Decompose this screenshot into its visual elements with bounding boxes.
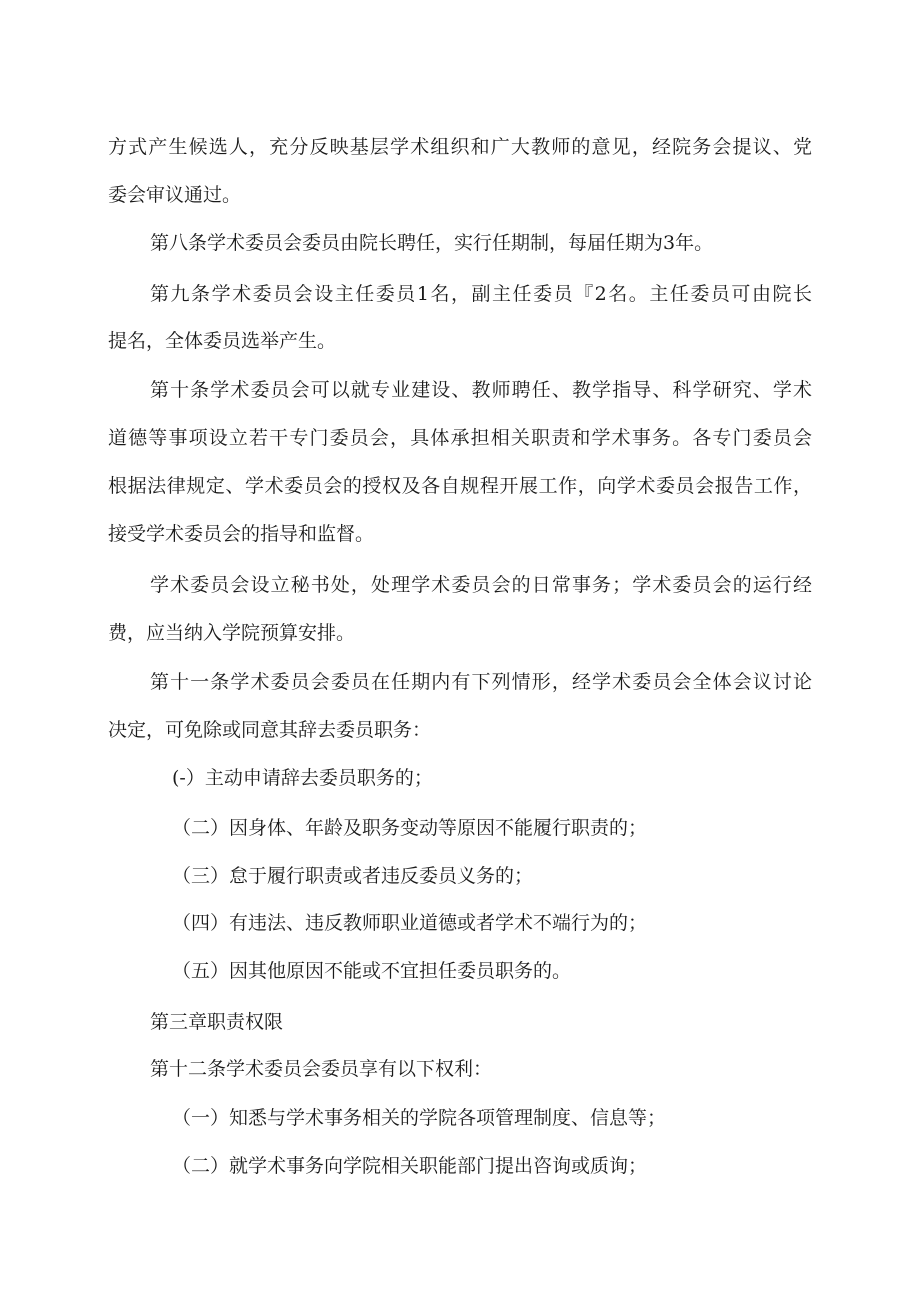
text-line: 根据法律规定、学术委员会的授权及各自规程开展工作，向学术委员会报告工作， <box>108 475 812 497</box>
text-line: 学术委员会设立秘书处，处理学术委员会的日常事务；学术委员会的运行经 <box>150 574 812 596</box>
text-line: （四）有违法、违反教师职业道德或者学术不端行为的； <box>172 912 648 934</box>
text-line: （一）知悉与学术事务相关的学院各项管理制度、信息等； <box>172 1107 667 1129</box>
text-line: 第八条学术委员会委员由院长聘任，实行任期制，每届任期为3年。 <box>150 232 714 254</box>
text-line: 第十条学术委员会可以就专业建设、教师聘任、教学指导、科学研究、学术 <box>150 379 812 401</box>
text-line: （五）因其他原因不能或不宜担任委员职务的。 <box>172 960 572 982</box>
text-line: （二）因身体、年龄及职务变动等原因不能履行职责的； <box>172 817 648 839</box>
text-line: (-）主动申请辞去委员职务的； <box>172 767 433 789</box>
text-line: 方式产生候选人，充分反映基层学术组织和广大教师的意见，经院务会提议、党 <box>108 136 812 158</box>
text-line: 第十一条学术委员会委员在任期内有下列情形，经学术委员会全体会议讨论 <box>150 671 812 693</box>
text-line: （三）怠于履行职责或者违反委员义务的； <box>172 865 534 887</box>
text-line: 道德等事项设立若干专门委员会，具体承担相关职责和学术事务。各专门委员会 <box>108 427 812 449</box>
text-line: 提名，全体委员选举产生。 <box>108 330 337 352</box>
text-line: 第三章职责权限 <box>150 1011 284 1033</box>
text-line: 第十二条学术委员会委员享有以下权利： <box>150 1058 493 1080</box>
text-line: （二）就学术事务向学院相关职能部门提出咨询或质询； <box>172 1155 648 1177</box>
text-line: 费，应当纳入学院预算安排。 <box>108 622 356 644</box>
text-line: 接受学术委员会的指导和监督。 <box>108 523 375 545</box>
text-line: 委会审议通过。 <box>108 184 242 206</box>
text-line: 第九条学术委员会设主任委员1名，副主任委员『2名。主任委员可由院长 <box>150 283 812 305</box>
text-line: 决定，可免除或同意其辞去委员职务： <box>108 719 432 741</box>
